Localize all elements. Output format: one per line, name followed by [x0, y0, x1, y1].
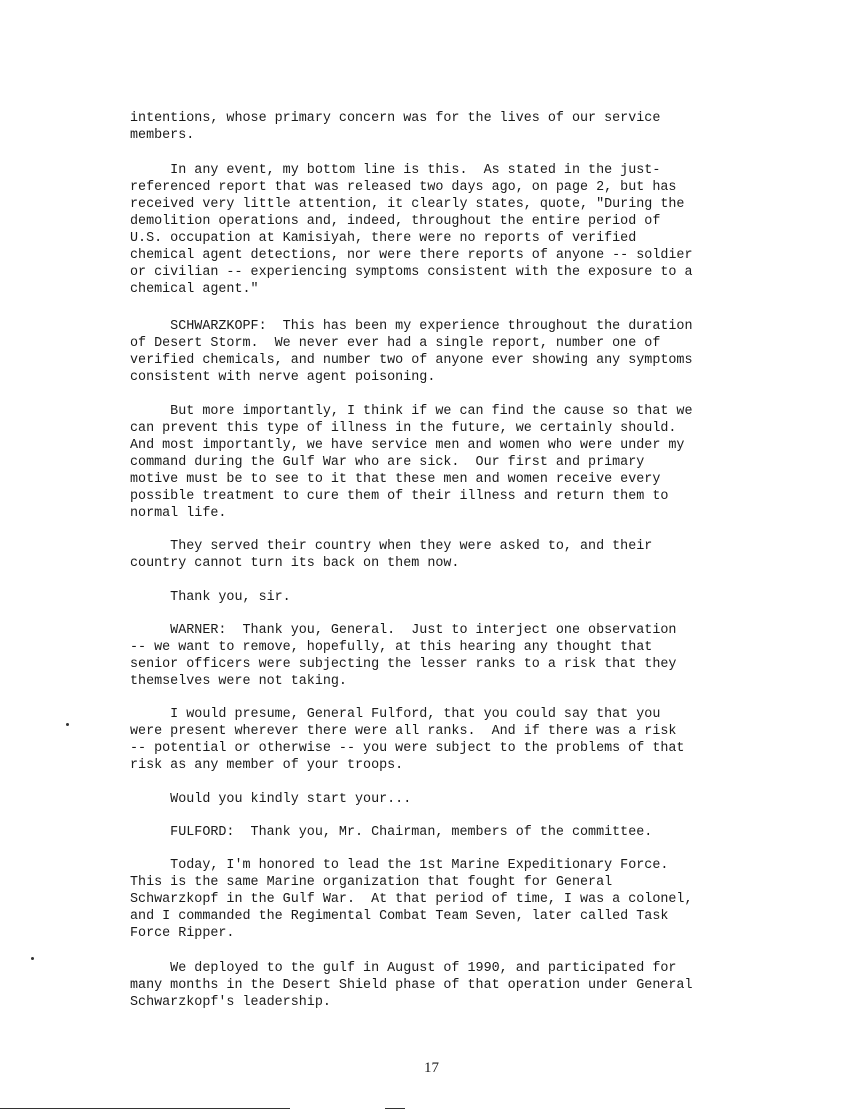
- paragraph-fulford-thanks: FULFORD: Thank you, Mr. Chairman, members of the committee.: [130, 825, 653, 840]
- paragraph-presume-fulford: I would presume, General Fulford, that you could say that you were present wherever there were all ranks. And if there was a risk -- potential or otherwise -- you were subject to the problems of that risk as any member of your troops.: [130, 707, 685, 773]
- paragraph-deployed-gulf: We deployed to the gulf in August of 1990, and participated for many months in the Desert Shield phase of that operation under General Schwarzkopf's leadership.: [130, 961, 693, 1010]
- paragraph-bottom-line: In any event, my bottom line is this. As stated in the just- referenced report that was released two days ago, on page 2, but has received very little attention, it clearly states, quote, "During the demolition operations and, indeed, throughout the entire period of U.S. occupation at Kamisiyah, there were no reports of verified chemical agent detections, nor were there reports of anyone -- soldier or civilian -- experiencing symptoms consistent with the exposure to a chemical agent.": [130, 163, 693, 297]
- paragraph-warner-observation: WARNER: Thank you, General. Just to interject one observation -- we want to remove, hopefully, at this hearing any thought that senior officers were subjecting the lesser ranks to a risk that they themselves were not taking.: [130, 623, 677, 689]
- paragraph-marine-force: Today, I'm honored to lead the 1st Marine Expeditionary Force. This is the same Marine organization that fought for General Schwarzkopf in the Gulf War. At that period of time, I was a colonel, and I commanded the Regimental Combat Team Seven, later called Task Force Ripper.: [130, 858, 693, 941]
- paragraph-intentions: intentions, whose primary concern was for the lives of our service members.: [130, 111, 661, 143]
- scan-speck: [66, 723, 69, 726]
- paragraph-kindly-start: Would you kindly start your...: [130, 792, 412, 807]
- paragraph-schwarzkopf-experience: SCHWARZKOPF: This has been my experience throughout the duration of Desert Storm. We never ever had a single report, number one of verified chemicals, and number two of anyone ever showing any symptoms consistent with nerve agent poisoning.: [130, 319, 693, 385]
- paragraph-thank-you-sir: Thank you, sir.: [130, 590, 291, 605]
- page-number: 17: [424, 1060, 439, 1076]
- scan-edge-line: [0, 1108, 290, 1109]
- paragraph-served-country: They served their country when they were asked to, and their country cannot turn its back on them now.: [130, 539, 653, 571]
- scan-speck: [31, 957, 34, 960]
- paragraph-prevent-illness: But more importantly, I think if we can find the cause so that we can prevent this type of illness in the future, we certainly should. And most importantly, we have service men and women who were under my command during the Gulf War who are sick. Our first and primary motive must be to see to it that these men and women receive every possible treatment to cure them of their illness and return them to normal life.: [130, 404, 693, 521]
- scan-edge-line: [385, 1108, 405, 1109]
